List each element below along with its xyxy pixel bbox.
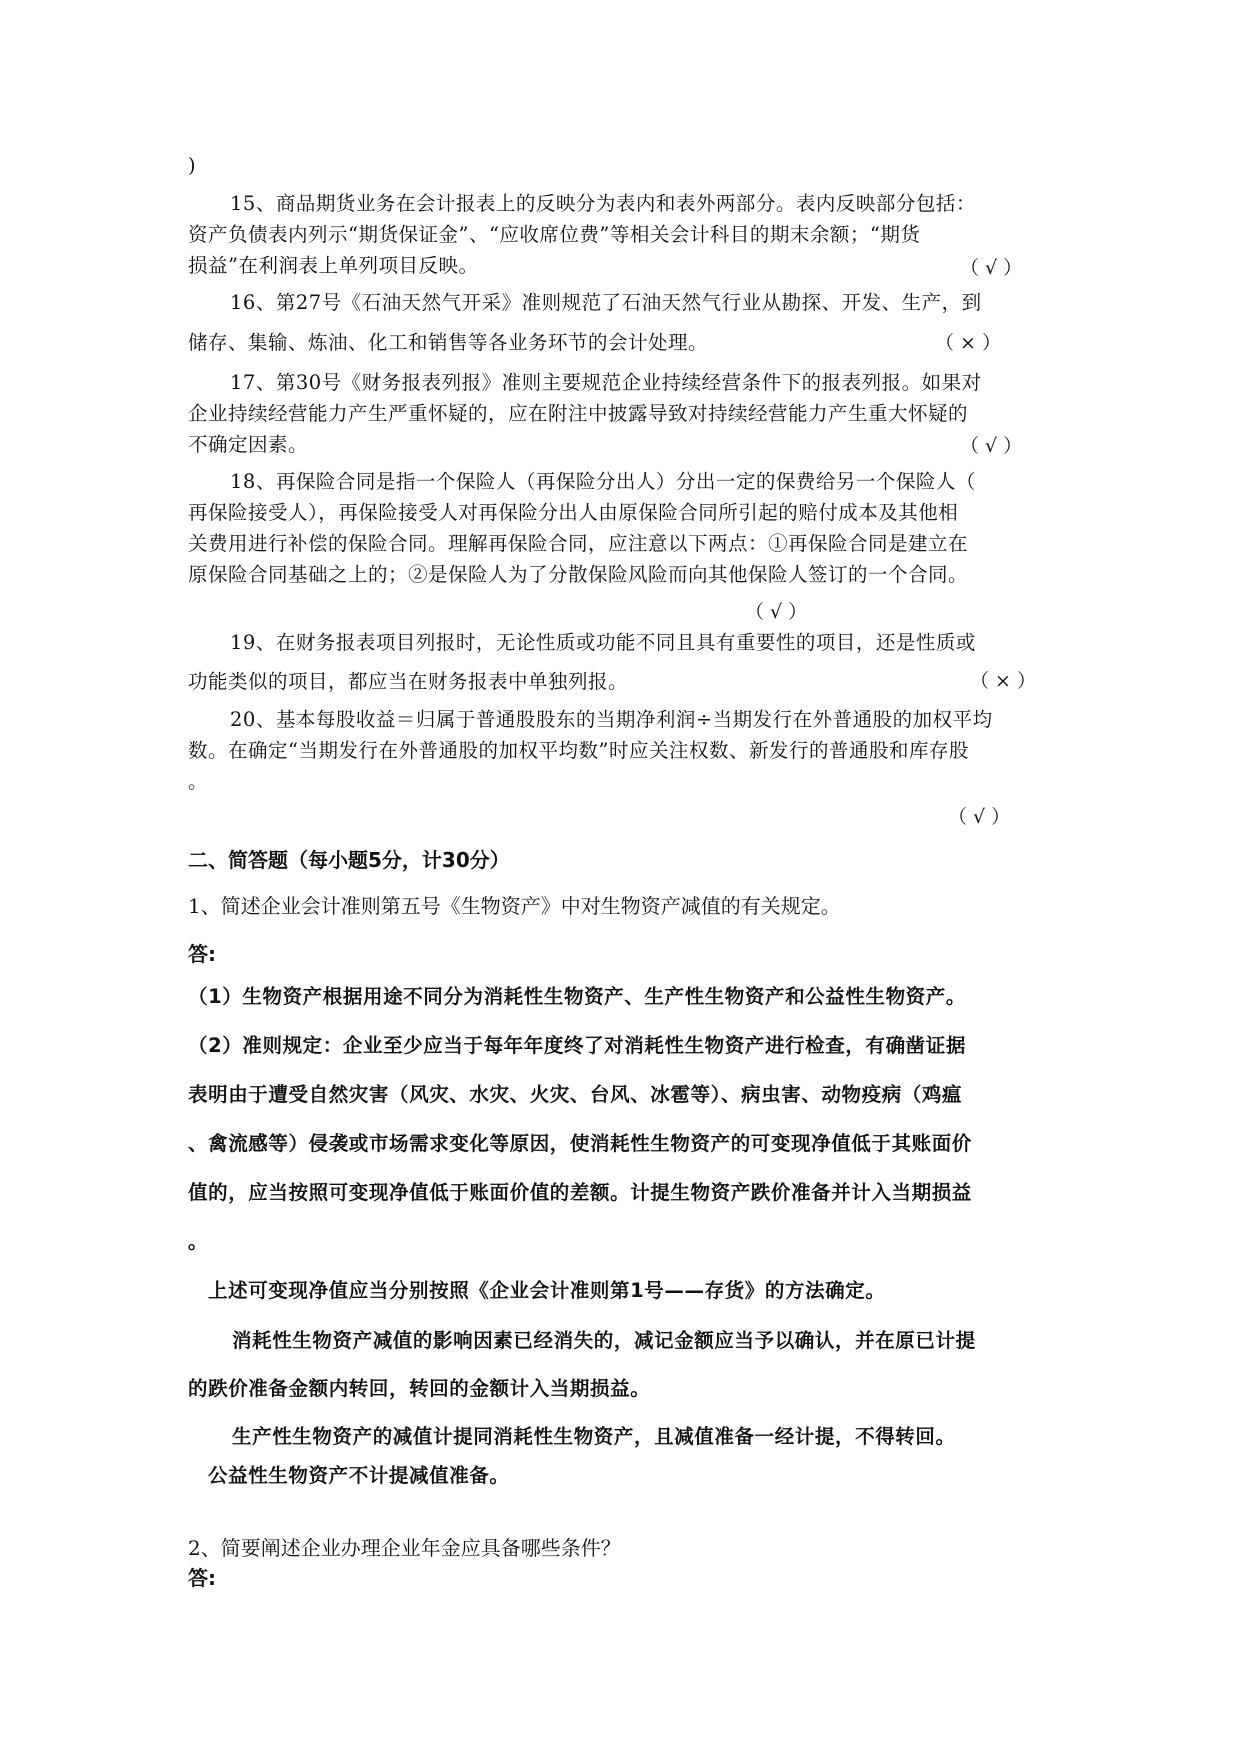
- answer-1-paragraph-3-line-1: 消耗性生物资产减值的影响因素已经消失的，减记金额应当予以确认，并在原已计提: [232, 1329, 976, 1352]
- item-19-answer-mark: （ × ）: [970, 670, 1036, 692]
- item-19: 19、在财务报表项目列报时，无论性质或功能不同且具有重要性的项目，还是性质或 功能类似的项目，都应当在财务报表中单独列报。: [188, 631, 976, 693]
- item-20-answer-mark: （ √ ）: [948, 806, 1011, 828]
- item-20: 20、基本每股收益＝归属于普通股股东的当期净利润÷当期发行在外普通股的加权平均 数。在确定“当期发行在外普通股的加权平均数”时应关注权数、新发行的普通股和库存股 。: [188, 708, 993, 793]
- answer-1-label: 答:: [188, 942, 216, 966]
- section-2-heading: 二、简答题（每小题5分，计30分）: [188, 848, 510, 872]
- answer-1-paragraph-5: 公益性生物资产不计提减值准备。: [208, 1464, 510, 1487]
- answer-1-paragraph-3-line-2: 的跌价准备金额内转回，转回的金额计入当期损益。: [188, 1377, 651, 1400]
- answer-1-paragraph-2: 上述可变现净值应当分别按照《企业会计准则第1号——存货》的方法确定。: [208, 1279, 886, 1302]
- item-16: 16、第27号《石油天然气开采》准则规范了石油天然气行业从勘探、开发、生产，到 储存、集输、炼油、化工和销售等各业务环节的会计处理。: [188, 291, 982, 354]
- answer-2-label: 答:: [188, 1566, 216, 1590]
- question-2: 2、简要阐述企业办理企业年金应具备哪些条件？: [188, 1536, 621, 1560]
- answer-1-body: （1）生物资产根据用途不同分为消耗性生物资产、生产性生物资产和公益性生物资产。 （2）准则规定：企业至少应当于每年年度终了对消耗性生物资产进行检查，有确凿证据 表明由于遭受自然灾害（风灾、水灾、火灾、台风、冰雹等）、病虫害、动物疫病（鸡瘟 、禽流感等）侵袭或市场需求变化等原因，使消耗性生物资产的可变现净值低于其账面价 值的，应当按照可变现净值低于账面价值的差额。计提生物资产跌价准备并计入当期损益 。: [188, 985, 972, 1253]
- question-1: 1、简述企业会计准则第五号《生物资产》中对生物资产减值的有关规定。: [188, 894, 841, 918]
- item-18: 18、再保险合同是指一个保险人（再保险分出人）分出一定的保费给另一个保险人（ 再保险接受人），再保险接受人对再保险分出人由原保险合同所引起的赔付成本及其他相 关费用进行补偿的保险合同。理解再保险合同，应注意以下两点：①再保险合同是建立在 原保险合同基础之上的；②是保险人为了分散保险风险而向其他保险人签订的一个合同。: [188, 470, 976, 586]
- item-14-tail: ): [188, 154, 197, 177]
- answer-1-paragraph-4: 生产性生物资产的减值计提同消耗性生物资产，且减值准备一经计提，不得转回。: [232, 1425, 956, 1448]
- item-17-answer-mark: （ √ ）: [960, 435, 1023, 457]
- item-15-answer-mark: （ √ ）: [960, 257, 1023, 279]
- item-18-answer-mark: （ √ ）: [745, 601, 808, 623]
- item-15: 15、商品期货业务在会计报表上的反映分为表内和表外两部分。表内反映部分包括： 资产负债表内列示“期货保证金”、“应收席位费”等相关会计科目的期末余额；“期货 损益”在利润表上单列项目反映。: [188, 192, 976, 277]
- item-17: 17、第30号《财务报表列报》准则主要规范企业持续经营条件下的报表列报。如果对 企业持续经营能力产生严重怀疑的，应在附注中披露导致对持续经营能力产生重大怀疑的 不确定因素。: [188, 371, 982, 456]
- item-16-answer-mark: （ × ）: [935, 332, 1001, 354]
